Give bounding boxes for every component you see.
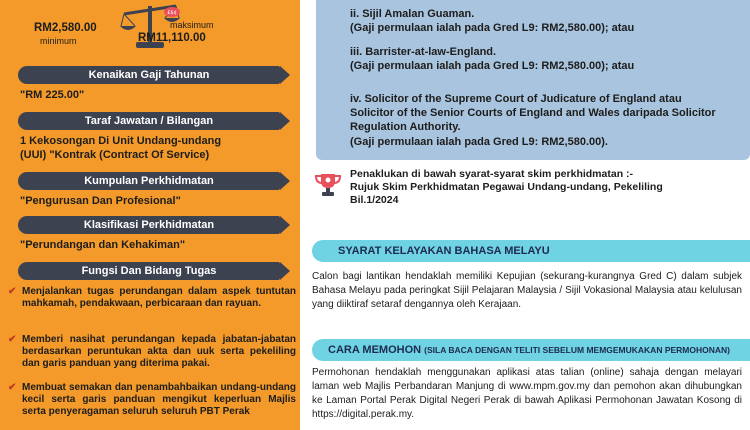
qualification-iv-line3: Regulation Authority. [350, 121, 461, 133]
qualification-ii-salary: (Gaji permulaan ialah pada Gred L9: RM2,580.00); atau [350, 22, 635, 34]
duty-item [8, 286, 296, 310]
min-salary: RM2,580.00 [34, 22, 97, 34]
increment-value: "RM 225.00" [20, 89, 85, 101]
duties-heading: Fungsi Dan Bidang Tugas [18, 262, 280, 280]
increment-heading: Kenaikan Gaji Tahunan [18, 66, 280, 84]
min-salary-label: minimum [40, 36, 77, 46]
bm-requirement-title: SYARAT KELAYAKAN BAHASA MELAYU [338, 245, 550, 257]
conquest-note [350, 168, 740, 207]
duty-item [8, 334, 296, 371]
qualification-iii: iii. Barrister-at-law-England. [350, 46, 497, 58]
check-icon: ✔ [8, 334, 17, 345]
service-class-heading: Klasifikasi Perkhidmatan [18, 216, 280, 234]
duty-text: Menjalankan tugas perundangan dalam aspek tuntutan mahkamah, pendakwaan, perbicaraan dan rayuan. [22, 286, 296, 310]
conquest-line2: Rujuk Skim Perkhidmatan Pegawai Undang-undang, Pekeliling [350, 181, 663, 193]
duty-item [8, 382, 296, 419]
service-group-value: "Pengurusan Dan Profesional" [20, 195, 181, 207]
service-group-heading: Kumpulan Perkhidmatan [18, 172, 280, 190]
post-status-line2: (UUI) "Kontrak (Contract Of Service) [20, 149, 210, 161]
qualification-iii-salary: (Gaji permulaan ialah pada Gred L9: RM2,580.00); atau [350, 60, 635, 72]
bm-requirement-banner [312, 240, 750, 262]
svg-text:£$¢: £$¢ [167, 10, 177, 16]
trophy-icon [314, 172, 342, 198]
conquest-line3: Bil.1/2024 [350, 194, 399, 206]
qualification-iv-salary: (Gaji permulaan ialah pada Gred L9: RM2,580.00). [350, 136, 608, 148]
max-salary-label: maksimum [170, 20, 214, 30]
qualification-iv-line2: Solicitor of the Senior Courts of England and Wales daripada Solicitor [350, 107, 716, 119]
qualification-iv-line1: iv. Solicitor of the Supreme Court of Judicature of England atau [350, 93, 682, 105]
how-to-apply-title-group [328, 339, 730, 361]
qualification-ii: ii. Sijil Amalan Guaman. [350, 8, 475, 20]
how-to-apply-banner [312, 339, 750, 361]
post-status-heading: Taraf Jawatan / Bilangan [18, 112, 280, 130]
check-icon: ✔ [8, 286, 17, 297]
how-to-apply-subtitle: (SILA BACA DENGAN TELITI SEBELUM MEMGEMUKAKAN PERMOHONAN) [424, 345, 730, 355]
left-panel [0, 0, 300, 430]
post-status-line1: 1 Kekosongan Di Unit Undang-undang [20, 135, 222, 147]
bm-requirement-text: Calon bagi lantikan hendaklah memiliki Kepujian (sekurang-kurangnya Gred C) dalam subjek Bahasa Melayu pada peringkat Sijil Pelajaran Malaysia / Sijil Vokasional Malaysia atau kelulusan yang diiktiraf setaraf dengannya oleh Kerajaan. [312, 271, 742, 310]
conquest-line1: Penaklukan di bawah syarat-syarat skim perkhidmatan :- [350, 168, 634, 180]
check-icon: ✔ [8, 382, 17, 393]
salary-scale-area [0, 0, 300, 62]
duty-text: Memberi nasihat perundangan kepada jabatan-jabatan berdasarkan peruntukan akta dan uuk serta pekeliling dan garis panduan yang diterima pakai. [22, 334, 296, 370]
duty-text: Membuat semakan dan penambahbaikan undang-undang kecil serta garis panduan mengikut keperluan Majlis serta penyeragaman seluruh seluruh PBT Perak [22, 382, 296, 418]
how-to-apply-text: Permohonan hendaklah menggunakan aplikasi atas talian (online) sahaja dengan melayari laman web Majlis Perbandaran Manjung di www.mpm.gov.my dan pemohon akan dihubungkan ke Laman Portal Perak Digital Negeri Perak di bawah Aplikasi Permohonan Jawatan Kosong di https://digital.perak.my. [312, 367, 742, 420]
max-salary: RM11,110.00 [138, 32, 206, 44]
service-class-value: "Perundangan dan Kehakiman" [20, 239, 186, 251]
how-to-apply-title: CARA MEMOHON [328, 344, 422, 356]
